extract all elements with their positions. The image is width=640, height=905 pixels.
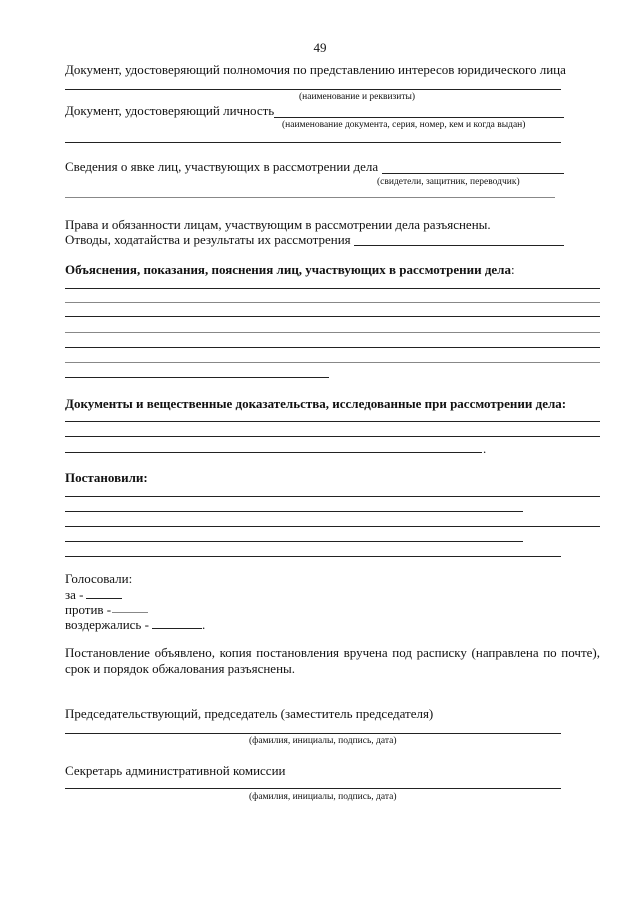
page-number: 49 [313, 40, 327, 55]
appearance-line[interactable] [382, 173, 564, 174]
explanations-line-4[interactable] [65, 332, 600, 333]
vote-against-label: против - [65, 602, 112, 617]
voting-title: Голосовали: [65, 571, 133, 586]
identity-doc-line-2[interactable] [65, 142, 561, 143]
vote-for-label: за - [65, 587, 84, 602]
identity-doc-line[interactable] [274, 117, 564, 118]
resolved-line-1[interactable] [65, 496, 600, 497]
chairman-label: Председательствующий, председатель (заместитель председателя) [65, 706, 434, 721]
resolved-line-5[interactable] [65, 556, 561, 557]
chairman-hint: (фамилия, инициалы, подпись, дата) [249, 736, 397, 746]
explanations-colon: : [510, 262, 515, 277]
vote-abstained-field[interactable] [152, 628, 202, 629]
resolved-line-3[interactable] [65, 526, 600, 527]
explanations-line-6[interactable] [65, 362, 600, 363]
secretary-label: Секретарь административной комиссии [65, 763, 286, 778]
evidence-line-1[interactable] [65, 421, 600, 422]
identity-doc-label: Документ, удостоверяющий личность [65, 103, 275, 118]
rep-doc-label: Документ, удостоверяющий полномочия по представлению интересов юридического лица [65, 62, 566, 77]
explanations-heading-text: Объяснения, показания, пояснения лиц, участвующих в рассмотрении дела [65, 262, 511, 277]
explanations-heading [65, 262, 515, 277]
identity-doc-hint: (наименование документа, серия, номер, кем и когда выдан) [282, 120, 526, 130]
evidence-end: . [483, 441, 487, 456]
rep-doc-hint: (наименование и реквизиты) [299, 92, 416, 102]
appearance-hint: (свидетели, защитник, переводчик) [377, 177, 520, 187]
vote-for-field[interactable] [86, 598, 122, 599]
secretary-hint: (фамилия, инициалы, подпись, дата) [249, 792, 397, 802]
rep-doc-line[interactable] [65, 89, 561, 90]
vote-abstained-end: . [202, 617, 206, 632]
explanations-line-1[interactable] [65, 288, 600, 289]
chairman-line[interactable] [65, 733, 561, 734]
evidence-heading: Документы и вещественные доказательства, исследованные при рассмотрении дела: [65, 396, 567, 411]
vote-against-field[interactable] [112, 612, 148, 613]
announcement-text: Постановление объявлено, копия постановления вручена под расписку (направлена по почте), срок и порядок обжалования разъяснены. [65, 645, 600, 676]
evidence-line-2[interactable] [65, 436, 600, 437]
resolved-line-4[interactable] [65, 541, 523, 542]
explanations-line-2[interactable] [65, 302, 600, 303]
resolved-line-2[interactable] [65, 511, 523, 512]
appearance-label: Сведения о явке лиц, участвующих в рассмотрении дела [65, 159, 379, 174]
secretary-line[interactable] [65, 788, 561, 789]
appearance-line-2[interactable] [65, 197, 555, 198]
motions-line[interactable] [354, 245, 564, 246]
vote-abstained-label: воздержались - [65, 617, 149, 632]
rights-text: Права и обязанности лицам, участвующим в рассмотрении дела разъяснены. [65, 217, 491, 232]
explanations-line-3[interactable] [65, 316, 600, 317]
resolved-heading: Постановили: [65, 470, 148, 485]
explanations-line-7[interactable] [65, 377, 329, 378]
explanations-line-5[interactable] [65, 347, 600, 348]
motions-label: Отводы, ходатайства и результаты их рассмотрения [65, 232, 351, 247]
evidence-line-3[interactable] [65, 452, 482, 453]
